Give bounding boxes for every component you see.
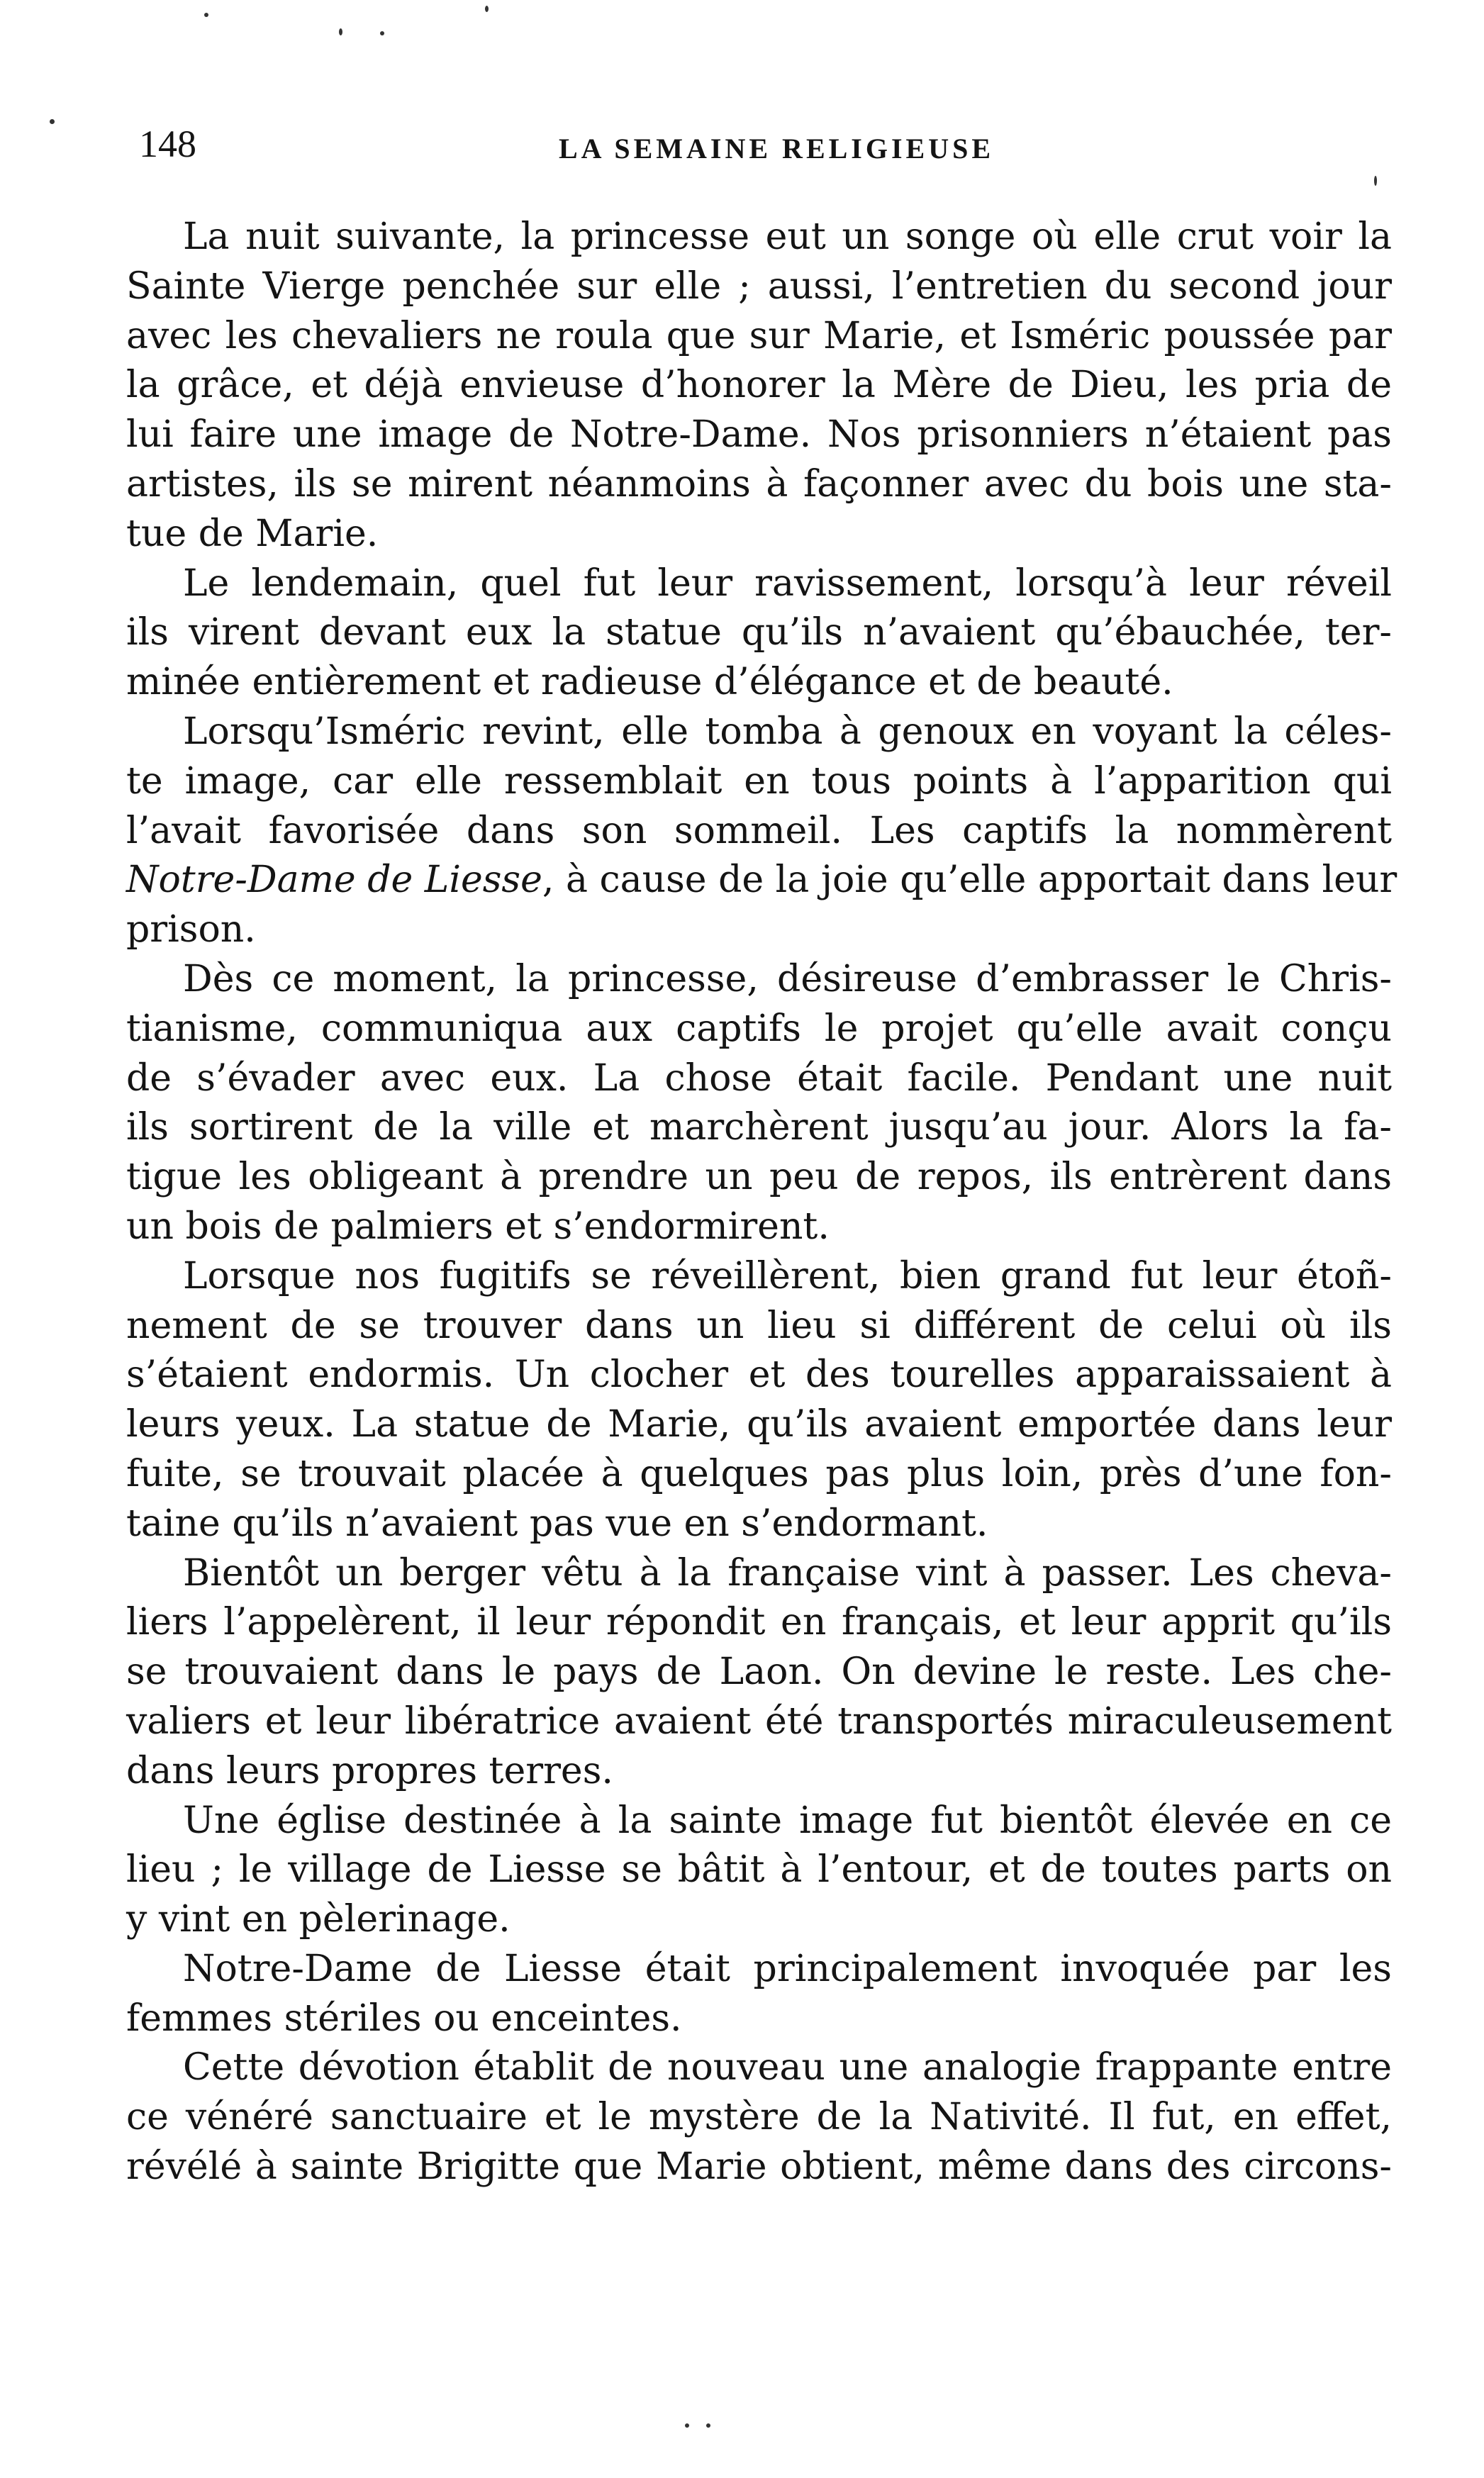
text-line: se trouvaient dans le pays de Laon. On devine le reste. Les che- [126, 1651, 1392, 1694]
text-line: ils virent devant eux la statue qu’ils n’avaient qu’ébauchée, ter- [126, 611, 1392, 654]
running-head: LA SEMAINE RELIGIEUSE [559, 133, 995, 164]
text-line: artistes, ils se mirent néanmoins à façonner avec du bois une sta- [126, 462, 1392, 506]
body-text [126, 213, 1397, 2192]
text-line: l’avait favorisée dans son sommeil. Les captifs la nommèrent [126, 809, 1392, 852]
text-line: liers l’appelèrent, il leur répondit en français, et leur apprit qu’ils [126, 1601, 1392, 1644]
scan-speck [339, 28, 342, 35]
text-line: Bientôt un berger vêtu à la française vint à passer. Les cheva- [183, 1551, 1392, 1595]
text-line: Notre-Dame de Liesse était principalement invoquée par les [183, 1947, 1392, 1990]
text-line: La nuit suivante, la princesse eut un songe où elle crut voir la [183, 216, 1392, 258]
text-line: Lorsque nos fugitifs se réveillèrent, bien grand fut leur étoñ- [183, 1254, 1392, 1297]
text-line: Le lendemain, quel fut leur ravissement, lorsqu’à leur réveil [183, 562, 1392, 605]
text-line: ce vénéré sanctuaire et le mystère de la Nativité. Il fut, en effet, [126, 2096, 1392, 2139]
text-line: révélé à sainte Brigitte que Marie obtient, même dans des circons- [126, 2145, 1392, 2189]
page-number: 148 [139, 123, 196, 165]
text-line: femmes stériles ou enceintes. [126, 1997, 682, 2040]
text-line: te image, car elle ressemblait en tous points à l’apparition qui [126, 759, 1392, 803]
text-line: Dès ce moment, la princesse, désireuse d’embrasser le Chris- [183, 957, 1392, 1000]
text-line: taine qu’ils n’avaient pas vue en s’endormant. [126, 1502, 988, 1545]
text-line: leurs yeux. La statue de Marie, qu’ils avaient emportée dans leur [126, 1403, 1392, 1446]
text-line: un bois de palmiers et s’endormirent. [126, 1205, 830, 1248]
text-line: prison. [126, 908, 256, 951]
text-line: Lorsqu’Isméric revint, elle tomba à genoux en voyant la céles- [183, 710, 1392, 753]
scan-speck [706, 2423, 710, 2428]
text-line: Une église destinée à la sainte image fut bientôt élevée en ce [183, 1799, 1392, 1842]
text-line-segment: , à cause de la joie qu’elle apportait dans leur [542, 859, 1397, 902]
text-line: fuite, se trouvait placée à quelques pas plus loin, près d’une fon- [126, 1452, 1392, 1495]
text-line: valiers et leur libératrice avaient été transportés miraculeusement [126, 1700, 1392, 1743]
text-line: Sainte Vierge penchée sur elle ; aussi, l’entretien du second jour [126, 264, 1392, 308]
text-line: de s’évader avec eux. La chose était facile. Pendant une nuit [126, 1056, 1392, 1100]
text-line: tue de Marie. [126, 512, 379, 555]
text-line: avec les chevaliers ne roula que sur Marie, et Isméric poussée par [126, 314, 1392, 357]
text-line: nement de se trouver dans un lieu si différent de celui où ils [126, 1304, 1392, 1347]
text-line: dans leurs propres terres. [126, 1749, 613, 1792]
scan-speck [485, 6, 489, 12]
scan-speck [380, 31, 384, 35]
text-line: lui faire une image de Notre-Dame. Nos prisonniers n’étaient pas [126, 413, 1392, 457]
page-header [126, 119, 1392, 183]
text-line: la grâce, et déjà envieuse d’honorer la Mère de Dieu, les pria de [126, 364, 1392, 407]
scan-speck [1374, 176, 1377, 186]
italic-title: Notre-Dame de Liesse [126, 859, 542, 902]
text-line: Cette dévotion établit de nouveau une analogie frappante entre [183, 2046, 1392, 2089]
text-line: lieu ; le village de Liesse se bâtit à l’entour, et de toutes parts on [126, 1848, 1392, 1892]
scan-speck [204, 13, 208, 17]
text-line: tigue les obligeant à prendre un peu de repos, ils entrèrent dans [126, 1156, 1392, 1199]
scan-speck [685, 2423, 689, 2428]
text-line: y vint en pèlerinage. [126, 1898, 511, 1941]
text-line: s’étaient endormis. Un clocher et des tourelles apparaissaient à [126, 1354, 1392, 1397]
text-line [126, 856, 1397, 905]
text-line: minée entièrement et radieuse d’élégance et de beauté. [126, 661, 1173, 704]
text-line: ils sortirent de la ville et marchèrent jusqu’au jour. Alors la fa- [126, 1106, 1392, 1149]
text-line: tianisme, communiqua aux captifs le projet qu’elle avait conçu [126, 1007, 1392, 1050]
scan-speck [50, 119, 55, 124]
